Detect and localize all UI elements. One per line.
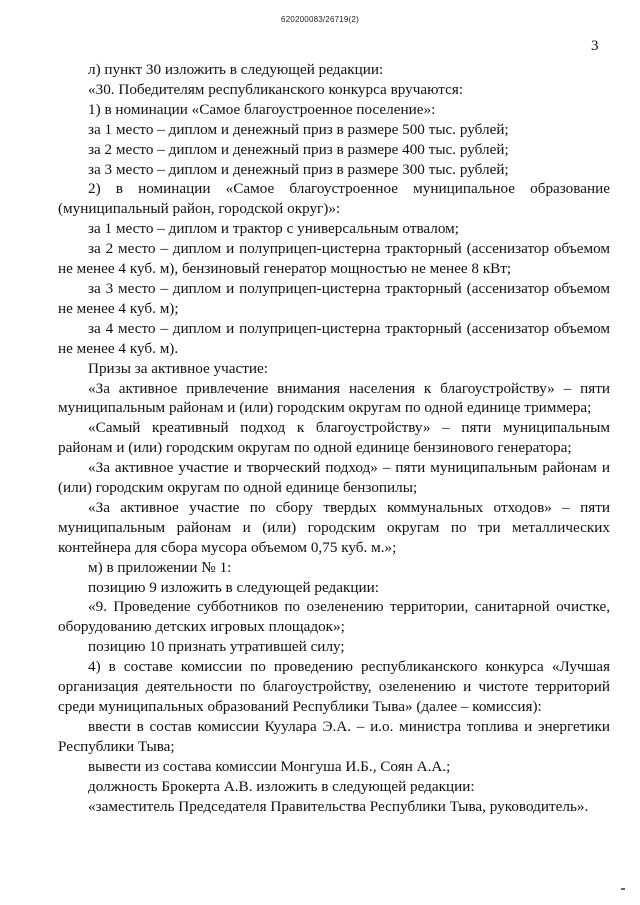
paragraph-nomination-1: 1) в номинации «Самое благоустроенное поселение»: [88, 100, 436, 118]
paragraph-position-10: позицию 10 признать утратившей силу; [88, 638, 345, 656]
document-registration-number: 620200083/26719(2) [281, 15, 359, 24]
paragraph-position-change-intro: должность Брокерта А.В. изложить в следующей редакции: [88, 777, 475, 795]
paragraph-point-30-intro: «30. Победителям республиканского конкурса вручаются: [88, 80, 464, 98]
paragraph-item-l: л) пункт 30 изложить в следующей редакции: [88, 61, 384, 78]
paragraph-commission: 4) в составе комиссии по проведению республиканского конкурса «Лучшая организация деятельности по благоустройству, озеленению и чистоте территорий среди муниципальных образований Республики Тыва» (далее – комиссия): [58, 658, 610, 715]
paragraph-item-m: м) в приложении № 1: [88, 558, 232, 576]
paragraph-position-9-text: «9. Проведение субботников по озеленению территории, санитарной очистке, оборудованию детских игровых площадок»; [58, 598, 610, 636]
paragraph-nomination-2-place-3: за 3 место – диплом и полуприцеп-цистерна тракторный (ассенизатор объемом не менее 4 куб. м); [58, 279, 610, 317]
paragraph-nomination-2-place-2: за 2 место – диплом и полуприцеп-цистерна тракторный (ассенизатор объемом не менее 4 куб. м), бензиновый генератор мощностью не менее 8 кВт; [58, 240, 610, 278]
paragraph-nomination-1-place-3: за 3 место – диплом и денежный приз в размере 300 тыс. рублей; [88, 160, 509, 178]
paragraph-nomination-2-place-1: за 1 место – диплом и трактор с универсальным отвалом; [88, 220, 460, 238]
paragraph-nomination-1-place-2: за 2 место – диплом и денежный приз в размере 400 тыс. рублей; [88, 140, 509, 158]
document-body [58, 60, 610, 816]
paragraph-active-participation-heading: Призы за активное участие: [88, 359, 268, 377]
paragraph-position-change-text: «заместитель Председателя Правительства Республики Тыва, руководитель». [88, 797, 589, 815]
paragraph-nomination-2-place-4: за 4 место – диплом и полуприцеп-цистерна тракторный (ассенизатор объемом не менее 4 куб. м). [58, 319, 610, 357]
scan-artifact-mark [621, 888, 625, 890]
paragraph-commission-add-member: ввести в состав комиссии Куулара Э.А. – и.о. министра топлива и энергетики Республики Тыва; [58, 717, 610, 755]
paragraph-prize-trimmer: «За активное привлечение внимания населения к благоустройству» – пяти муниципальным районам и (или) городским округам по одной единице триммера; [58, 379, 610, 417]
paragraph-prize-generator: «Самый креативный подход к благоустройству» – пяти муниципальным районам и (или) городским округам по одной единице бензинового генератора; [58, 419, 610, 457]
page-number: 3 [591, 38, 599, 54]
paragraph-commission-remove-members: вывести из состава комиссии Монгуша И.Б., Соян А.А.; [88, 757, 451, 775]
paragraph-prize-containers: «За активное участие по сбору твердых коммунальных отходов» – пяти муниципальным районам и (или) городским округам по три металлических контейнера для сбора мусора объемом 0,75 куб. м.»; [58, 498, 610, 556]
paragraph-prize-chainsaw: «За активное участие и творческий подход» – пяти муниципальным районам и (или) городским округам по одной единице бензопилы; [58, 459, 610, 497]
paragraph-nomination-1-place-1: за 1 место – диплом и денежный приз в размере 500 тыс. рублей; [88, 120, 509, 138]
paragraph-position-9-intro: позицию 9 изложить в следующей редакции: [88, 578, 379, 596]
paragraph-nomination-2: 2) в номинации «Самое благоустроенное муниципальное образование (муниципальный район, городской округ)»: [58, 180, 610, 218]
